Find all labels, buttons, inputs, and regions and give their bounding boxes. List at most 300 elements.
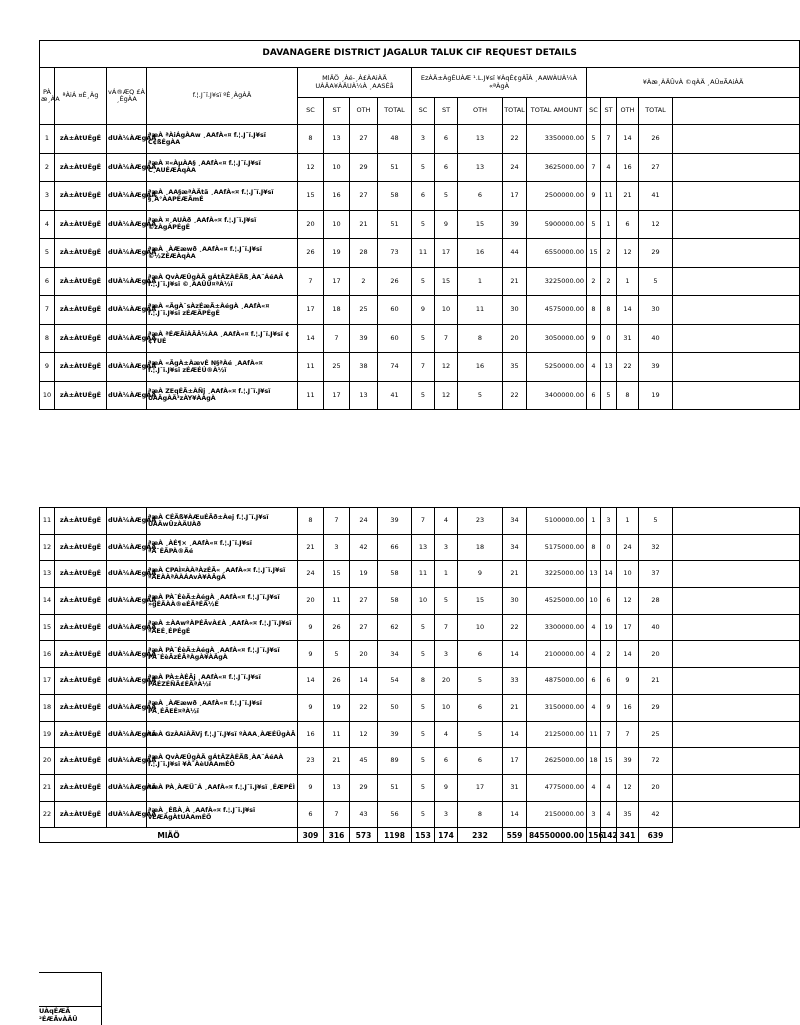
row-c-0: 13 <box>587 561 601 588</box>
row-a-3: 50 <box>378 694 412 721</box>
row-taluk: zÀ±ÀtUÉgÉ <box>55 353 107 382</box>
row-b-2: 16 <box>458 239 503 268</box>
row-c-3: 30 <box>639 296 673 325</box>
row-b-2: 13 <box>458 125 503 154</box>
row-blank <box>673 296 800 325</box>
row-sl: 16 <box>40 641 55 668</box>
row-c-0: 5 <box>587 125 601 154</box>
row-c-2: 12 <box>617 774 639 801</box>
row-amount: 4775000.00 <box>527 774 587 801</box>
row-b-3: 17 <box>503 182 527 211</box>
row-b-1: 12 <box>435 381 458 410</box>
row-b-2: 6 <box>458 182 503 211</box>
header-group1: MlÄÖ ¸Àé-¸À£ÀAiÀÄ UÀÄA¥ÀÄUÀ¼À ¸AASÉå <box>298 68 412 98</box>
row-c-2: 12 <box>617 239 639 268</box>
row-a-3: 89 <box>378 748 412 775</box>
row-b-2: 8 <box>458 324 503 353</box>
row-c-0: 6 <box>587 381 601 410</box>
row-b-0: 7 <box>412 508 435 535</box>
row-c-3: 28 <box>639 588 673 615</box>
row-a-2: 43 <box>350 801 378 828</box>
row-amount: 2625000.00 <box>527 748 587 775</box>
row-a-3: 39 <box>378 721 412 748</box>
row-sl: 8 <box>40 324 55 353</box>
row-blank <box>673 153 800 182</box>
row-b-1: 17 <box>435 239 458 268</box>
row-c-1: 6 <box>601 668 617 695</box>
row-sl: 13 <box>40 561 55 588</box>
header-oth: OTH <box>458 98 503 125</box>
row-c-0: 1 <box>587 508 601 535</box>
row-sl: 9 <box>40 353 55 382</box>
row-b-1: 7 <box>435 614 458 641</box>
row-amount: 3225000.00 <box>527 561 587 588</box>
row-b-1: 3 <box>435 641 458 668</box>
row-c-3: 25 <box>639 721 673 748</box>
row-c-3: 12 <box>639 210 673 239</box>
row-name: ªæÀ ¸ÉßÀ¸À ¸AAfÀ«¤ f.¦.J¯ï.J¥sï vÉÆÃgÀtUÀAmÉÖ <box>147 801 298 828</box>
row-a-1: 3 <box>324 534 350 561</box>
row-c-3: 19 <box>639 381 673 410</box>
total-a-sc: 309 <box>298 828 324 843</box>
row-c-1: 7 <box>601 721 617 748</box>
row-a-3: 58 <box>378 561 412 588</box>
row-b-3: 33 <box>503 668 527 695</box>
header-sc: SC <box>587 98 601 125</box>
row-a-0: 14 <box>298 668 324 695</box>
row-a-3: 62 <box>378 614 412 641</box>
row-a-3: 41 <box>378 381 412 410</box>
row-a-0: 24 <box>298 561 324 588</box>
row-c-3: 29 <box>639 694 673 721</box>
row-block: dUÀ¼ÀÆgÀÄ <box>107 561 147 588</box>
row-b-0: 5 <box>412 801 435 828</box>
table-row <box>40 296 800 325</box>
row-c-3: 21 <box>639 668 673 695</box>
row-name: ªæÀ ¸AA§æªÀÄtã ¸AAfÀ«¤ f.¦.J¯ï.J¥sï §¸À°ÀAPÉÆÃmÉ <box>147 182 298 211</box>
row-blank <box>673 561 800 588</box>
row-b-0: 5 <box>412 748 435 775</box>
row-b-1: 5 <box>435 588 458 615</box>
row-a-3: 54 <box>378 668 412 695</box>
header-oth: OTH <box>350 98 378 125</box>
table-row <box>40 125 800 154</box>
row-c-0: 9 <box>587 182 601 211</box>
row-name: ªæÀ GzÀAiÀÄVj f.¦.J¯ï.J¥sï ºÀAA¸ÀÆÉÜgÀÄ <box>147 721 298 748</box>
row-c-1: 4 <box>601 153 617 182</box>
total-row <box>40 828 800 843</box>
row-a-0: 26 <box>298 239 324 268</box>
row-a-2: 38 <box>350 353 378 382</box>
row-b-1: 5 <box>435 182 458 211</box>
row-taluk: zÀ±ÀtUÉgÉ <box>55 153 107 182</box>
row-a-1: 17 <box>324 381 350 410</box>
row-b-0: 5 <box>412 774 435 801</box>
row-c-2: 9 <box>617 668 639 695</box>
row-amount: 3050000.00 <box>527 324 587 353</box>
row-blank <box>673 721 800 748</box>
row-c-2: 14 <box>617 296 639 325</box>
row-c-3: 40 <box>639 614 673 641</box>
row-c-1: 6 <box>601 588 617 615</box>
table-row <box>40 641 800 668</box>
table-row <box>40 694 800 721</box>
row-sl: 4 <box>40 210 55 239</box>
row-block: dUÀ¼ÀÆgÀÄ <box>107 801 147 828</box>
table-row <box>40 748 800 775</box>
row-amount: 3150000.00 <box>527 694 587 721</box>
row-a-0: 11 <box>298 353 324 382</box>
row-block: dUÀ¼ÀÆgÀÄ <box>107 210 147 239</box>
row-a-0: 8 <box>298 125 324 154</box>
row-a-2: 21 <box>350 210 378 239</box>
row-b-2: 1 <box>458 267 503 296</box>
row-a-1: 26 <box>324 668 350 695</box>
row-a-3: 26 <box>378 267 412 296</box>
row-b-0: 3 <box>412 125 435 154</box>
row-amount: 2100000.00 <box>527 641 587 668</box>
row-blank <box>673 210 800 239</box>
table-row <box>40 668 800 695</box>
table-row <box>40 801 800 828</box>
row-block: dUÀ¼ÀÆgÀÄ <box>107 588 147 615</box>
row-sl: 18 <box>40 694 55 721</box>
row-name: ªæÀ ±ÀAwºÀPÉÃvÀ£À ¸AAfÀ«¤ f.¦.J¯ï.J¥sï ºÀEÉ¸ÉPÉgÉ <box>147 614 298 641</box>
total-c-oth: 341 <box>617 828 639 843</box>
row-taluk: zÀ±ÀtUÉgÉ <box>55 125 107 154</box>
row-b-3: 34 <box>503 508 527 535</box>
row-b-3: 17 <box>503 748 527 775</box>
row-c-2: 39 <box>617 748 639 775</box>
row-a-1: 11 <box>324 721 350 748</box>
signature-label: UÀqÉÆÃ ²ÉÆÃvÀÄÛ <box>39 1006 101 1023</box>
row-sl: 17 <box>40 668 55 695</box>
table-row <box>40 508 800 535</box>
row-b-2: 13 <box>458 153 503 182</box>
row-b-2: 15 <box>458 588 503 615</box>
table-row <box>40 614 800 641</box>
row-name: ªæÀ ªÉÆÃiÀÄÄ¼ÀA ¸AAfÀ«¤ f.¦.J¯ï.J¥sï ¢¢YUÉ <box>147 324 298 353</box>
row-a-1: 21 <box>324 748 350 775</box>
row-a-1: 26 <box>324 614 350 641</box>
page-title: DAVANAGERE DISTRICT JAGALUR TALUK CIF REQUEST DETAILS <box>40 41 800 68</box>
row-block: dUÀ¼ÀÆgÀÄ <box>107 125 147 154</box>
row-b-1: 3 <box>435 534 458 561</box>
row-amount: 2150000.00 <box>527 801 587 828</box>
row-a-0: 9 <box>298 641 324 668</box>
row-amount: 6550000.00 <box>527 239 587 268</box>
row-a-2: 12 <box>350 721 378 748</box>
row-name: ªæÀ «ÃgÀ±ÀævÉ N§ªÀé ¸AAfÀ«¤ f.¦.J¯ï.J¥sï zÉÆÉÚ®À½ï <box>147 353 298 382</box>
row-name: ªæÀ ªÀiÁgÀAw ¸AAfÀ«¤ f.¦.J¯ï.J¥sï C¢ßÉgÀA <box>147 125 298 154</box>
row-blank <box>673 534 800 561</box>
row-sl: 3 <box>40 182 55 211</box>
row-c-0: 4 <box>587 774 601 801</box>
row-sl: 12 <box>40 534 55 561</box>
row-c-0: 15 <box>587 239 601 268</box>
row-a-3: 58 <box>378 588 412 615</box>
row-a-3: 60 <box>378 324 412 353</box>
row-a-3: 74 <box>378 353 412 382</box>
header-oth: OTH <box>617 98 639 125</box>
row-block: dUÀ¼ÀÆgÀÄ <box>107 508 147 535</box>
row-a-3: 34 <box>378 641 412 668</box>
total-label: MlÄÖ <box>40 828 298 843</box>
row-a-1: 7 <box>324 508 350 535</box>
row-blank <box>673 381 800 410</box>
row-block: dUÀ¼ÀÆgÀÄ <box>107 614 147 641</box>
row-c-3: 39 <box>639 353 673 382</box>
row-a-1: 5 <box>324 641 350 668</box>
row-a-2: 13 <box>350 381 378 410</box>
row-a-0: 9 <box>298 614 324 641</box>
row-a-1: 10 <box>324 210 350 239</box>
row-a-2: 29 <box>350 774 378 801</box>
row-c-1: 2 <box>601 239 617 268</box>
row-sl: 7 <box>40 296 55 325</box>
row-amount: 4875000.00 <box>527 668 587 695</box>
row-taluk: zÀ±ÀtUÉgÉ <box>55 381 107 410</box>
row-a-2: 22 <box>350 694 378 721</box>
row-b-1: 9 <box>435 774 458 801</box>
row-blank <box>673 694 800 721</box>
row-a-2: 27 <box>350 182 378 211</box>
row-a-0: 21 <box>298 534 324 561</box>
header-taluk: ªÀiÁ ¤É¸Àg <box>55 68 107 125</box>
row-b-2: 11 <box>458 296 503 325</box>
row-a-3: 60 <box>378 296 412 325</box>
row-b-0: 11 <box>412 239 435 268</box>
row-sl: 5 <box>40 239 55 268</box>
row-blank <box>673 182 800 211</box>
table-row <box>40 267 800 296</box>
row-b-3: 14 <box>503 721 527 748</box>
row-amount: 5900000.00 <box>527 210 587 239</box>
row-a-0: 20 <box>298 210 324 239</box>
row-c-0: 18 <box>587 748 601 775</box>
table-row <box>40 182 800 211</box>
row-c-3: 29 <box>639 239 673 268</box>
row-c-0: 3 <box>587 801 601 828</box>
row-block: dUÀ¼ÀÆgÀÄ <box>107 239 147 268</box>
table-row <box>40 721 800 748</box>
header-total: TOTAL <box>378 98 412 125</box>
row-b-3: 21 <box>503 561 527 588</box>
row-c-1: 4 <box>601 801 617 828</box>
row-c-3: 5 <box>639 508 673 535</box>
row-name: ªæÀ PÀ¯ÉèÃ±ÀégÀ ¸AAfÀ«¤ f.¦.J¯ï.J¥sï PÀ¯ÉèÃzÉÃªÀgÀ¥ÀÄgÀ <box>147 641 298 668</box>
row-b-2: 6 <box>458 748 503 775</box>
row-a-1: 25 <box>324 353 350 382</box>
row-amount: 5250000.00 <box>527 353 587 382</box>
row-taluk: zÀ±ÀtUÉgÉ <box>55 614 107 641</box>
row-amount: 5175000.00 <box>527 534 587 561</box>
total-c-st: 142 <box>601 828 617 843</box>
row-a-2: 39 <box>350 324 378 353</box>
total-c-sc: 156 <box>587 828 601 843</box>
row-a-3: 56 <box>378 801 412 828</box>
row-c-0: 8 <box>587 534 601 561</box>
row-a-2: 25 <box>350 296 378 325</box>
table-row <box>40 381 800 410</box>
row-a-0: 9 <box>298 694 324 721</box>
row-taluk: zÀ±ÀtUÉgÉ <box>55 182 107 211</box>
row-taluk: zÀ±ÀtUÉgÉ <box>55 267 107 296</box>
row-c-0: 7 <box>587 153 601 182</box>
row-c-2: 35 <box>617 801 639 828</box>
cif-table-bottom <box>39 507 800 843</box>
row-c-2: 14 <box>617 641 639 668</box>
header-st: ST <box>601 98 617 125</box>
row-c-1: 0 <box>601 324 617 353</box>
row-b-1: 6 <box>435 153 458 182</box>
cif-table-top <box>39 40 800 410</box>
total-a-oth: 573 <box>350 828 378 843</box>
row-c-2: 16 <box>617 153 639 182</box>
row-b-1: 9 <box>435 210 458 239</box>
row-b-3: 22 <box>503 381 527 410</box>
row-b-2: 5 <box>458 721 503 748</box>
row-name: ªæÀ ¸ÀÆæwð ¸AAfÀ«¤ f.¦.J¯ï.J¥sï PÀ¸ÉÃEÉ¤ªÀ½ï <box>147 694 298 721</box>
row-amount: 2500000.00 <box>527 182 587 211</box>
header-amount: TOTAL AMOUNT <box>527 98 587 125</box>
row-b-0: 5 <box>412 210 435 239</box>
row-a-3: 51 <box>378 210 412 239</box>
row-c-0: 6 <box>587 668 601 695</box>
row-a-0: 15 <box>298 182 324 211</box>
row-name: ªæÀ PÀ±ÀÉÃj ¸AAfÀ«¤ f.¦.J¯ï.J¥sï PÀÉZÉÑÃ£ÉÃªÀ½ï <box>147 668 298 695</box>
table-row <box>40 210 800 239</box>
row-a-2: 14 <box>350 668 378 695</box>
row-c-3: 72 <box>639 748 673 775</box>
row-a-0: 6 <box>298 801 324 828</box>
row-block: dUÀ¼ÀÆgÀÄ <box>107 153 147 182</box>
row-a-3: 39 <box>378 508 412 535</box>
row-taluk: zÀ±ÀtUÉgÉ <box>55 774 107 801</box>
row-a-3: 66 <box>378 534 412 561</box>
row-a-2: 29 <box>350 153 378 182</box>
row-c-3: 20 <box>639 641 673 668</box>
row-sl: 1 <box>40 125 55 154</box>
table-row <box>40 534 800 561</box>
row-name: ªæÀ ¤«ÀµÀA§ ¸AAfÀ«¤ f.¦.J¯ï.J¥sï C¸AUÉÆÀqÀA <box>147 153 298 182</box>
row-b-0: 8 <box>412 668 435 695</box>
row-a-2: 45 <box>350 748 378 775</box>
row-b-0: 13 <box>412 534 435 561</box>
row-sl: 22 <box>40 801 55 828</box>
row-blank <box>673 614 800 641</box>
row-b-3: 39 <box>503 210 527 239</box>
row-a-3: 51 <box>378 774 412 801</box>
row-b-2: 15 <box>458 210 503 239</box>
row-a-0: 17 <box>298 296 324 325</box>
row-a-1: 11 <box>324 588 350 615</box>
row-block: dUÀ¼ÀÆgÀÄ <box>107 296 147 325</box>
signature-box <box>39 972 102 1025</box>
row-c-1: 13 <box>601 353 617 382</box>
row-name: ªæÀ «ÃgÀ¨sÀzÉæÃ±ÀégÀ ¸AAfÀ«¤ f.¦.J¯ï.J¥sï zÉÆÃPÉgÉ <box>147 296 298 325</box>
row-blank <box>673 353 800 382</box>
row-c-2: 1 <box>617 508 639 535</box>
row-block: dUÀ¼ÀÆgÀÄ <box>107 748 147 775</box>
row-a-2: 28 <box>350 239 378 268</box>
row-blank <box>673 125 800 154</box>
row-b-3: 21 <box>503 694 527 721</box>
row-c-0: 11 <box>587 721 601 748</box>
header-group2: EzÀÄ±ÀgÉUÀÆ ¹.L.J¥sï ¥ÀqÉ¢gÀĪÀ ¸AAWÀUÀ¼À «ªÀgÀ <box>412 68 587 98</box>
row-sl: 10 <box>40 381 55 410</box>
row-a-2: 2 <box>350 267 378 296</box>
row-taluk: zÀ±ÀtUÉgÉ <box>55 588 107 615</box>
row-sl: 6 <box>40 267 55 296</box>
row-blank <box>673 588 800 615</box>
row-c-2: 22 <box>617 353 639 382</box>
row-b-2: 18 <box>458 534 503 561</box>
row-block: dUÀ¼ÀÆgÀÄ <box>107 641 147 668</box>
sheet-top <box>39 40 768 410</box>
row-b-0: 5 <box>412 153 435 182</box>
row-b-3: 21 <box>503 267 527 296</box>
row-a-3: 58 <box>378 182 412 211</box>
row-c-1: 1 <box>601 210 617 239</box>
row-taluk: zÀ±ÀtUÉgÉ <box>55 239 107 268</box>
row-c-0: 9 <box>587 324 601 353</box>
row-b-0: 5 <box>412 721 435 748</box>
row-c-2: 12 <box>617 588 639 615</box>
row-b-0: 5 <box>412 324 435 353</box>
row-block: dUÀ¼ÀÆgÀÄ <box>107 353 147 382</box>
row-b-0: 5 <box>412 641 435 668</box>
row-b-1: 4 <box>435 508 458 535</box>
row-b-1: 10 <box>435 694 458 721</box>
row-b-2: 23 <box>458 508 503 535</box>
row-a-0: 11 <box>298 381 324 410</box>
row-b-0: 6 <box>412 182 435 211</box>
row-a-1: 15 <box>324 561 350 588</box>
row-blank <box>673 239 800 268</box>
table-row <box>40 774 800 801</box>
row-b-3: 14 <box>503 641 527 668</box>
row-a-2: 19 <box>350 561 378 588</box>
header-st: ST <box>435 98 458 125</box>
row-block: dUÀ¼ÀÆgÀÄ <box>107 534 147 561</box>
row-a-1: 18 <box>324 296 350 325</box>
row-a-3: 51 <box>378 153 412 182</box>
row-taluk: zÀ±ÀtUÉgÉ <box>55 641 107 668</box>
row-blank <box>673 324 800 353</box>
row-amount: 2125000.00 <box>527 721 587 748</box>
row-a-0: 23 <box>298 748 324 775</box>
row-sl: 20 <box>40 748 55 775</box>
row-c-2: 7 <box>617 721 639 748</box>
row-c-0: 10 <box>587 588 601 615</box>
row-block: dUÀ¼ÀÆgÀÄ <box>107 381 147 410</box>
header-sl: PÀ æ¸ÀA <box>40 68 55 125</box>
row-c-1: 9 <box>601 694 617 721</box>
row-name: ªæÀ QvÀÆÜgÀÄ gÁtÂZÀÉÃß¸ÀA¨ÁéAÀ f.¦.J¯ï.J¥sï ©¸AAÜÜ¤ªÀ½ï <box>147 267 298 296</box>
row-a-1: 13 <box>324 774 350 801</box>
row-c-3: 37 <box>639 561 673 588</box>
row-block: dUÀ¼ÀÆgÀÄ <box>107 267 147 296</box>
row-a-1: 7 <box>324 324 350 353</box>
header-total: TOTAL <box>503 98 527 125</box>
header-name: f.¦.J¯ï.J¥sï ºÉ¸ÀgÀÄ <box>147 68 298 125</box>
row-a-2: 27 <box>350 125 378 154</box>
row-blank <box>673 508 800 535</box>
row-c-3: 5 <box>639 267 673 296</box>
row-b-2: 10 <box>458 614 503 641</box>
row-sl: 14 <box>40 588 55 615</box>
